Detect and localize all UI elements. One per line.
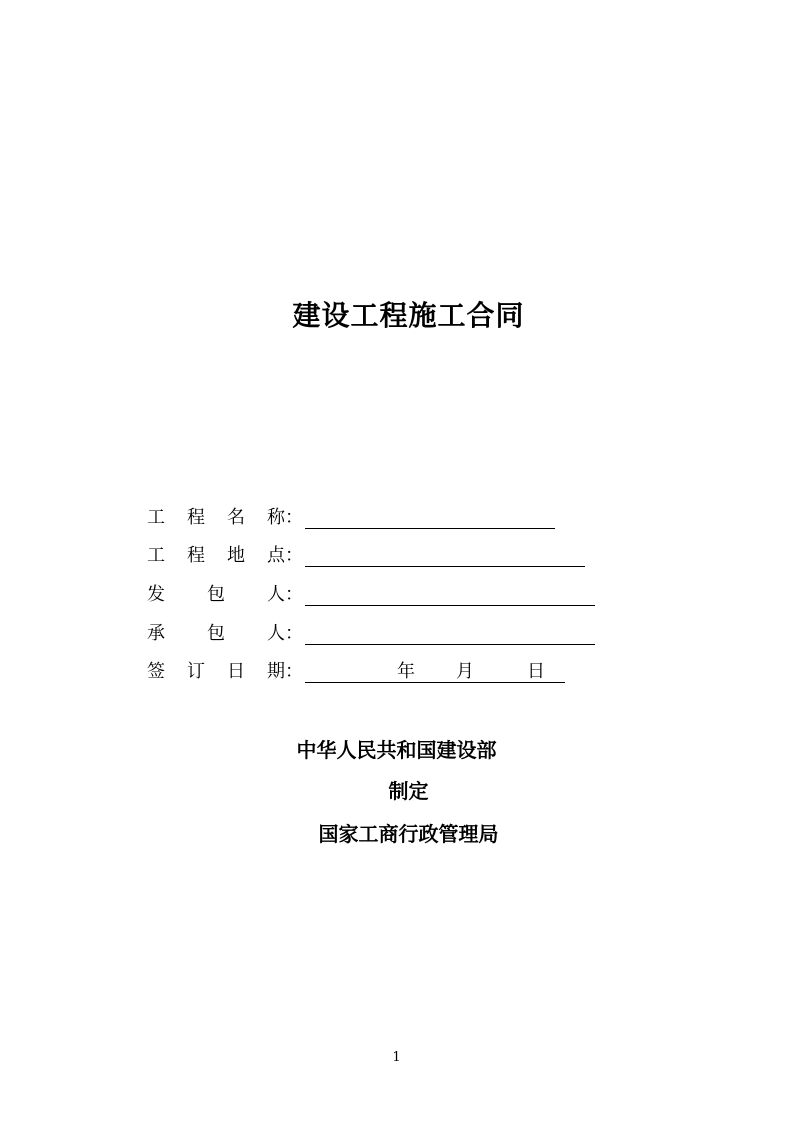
label-char: 包 (207, 584, 225, 605)
label-char: 人 (267, 623, 285, 644)
label-char: 包 (207, 623, 225, 644)
issuer-saic: 国家工商行政管理局 (318, 822, 499, 846)
label-char: 程 (187, 545, 205, 566)
label-char: 发 (147, 584, 165, 605)
document-title: 建设工程施工合同 (292, 299, 525, 332)
label-colon: ： (285, 507, 303, 528)
sign-date-blank[interactable] (305, 682, 565, 683)
issuer-ministry: 中华人民共和国建设部 (296, 738, 497, 762)
field-employer (147, 583, 607, 607)
field-contractor (147, 622, 607, 646)
employer-blank[interactable] (305, 605, 595, 606)
label-colon: ： (285, 545, 303, 566)
label-char: 日 (227, 661, 245, 682)
label-char: 人 (267, 584, 285, 605)
project-name-blank[interactable] (305, 528, 555, 529)
field-project-location (147, 544, 597, 568)
label-char: 工 (147, 507, 165, 528)
label-char: 承 (147, 623, 165, 644)
label-char: 地 (227, 545, 245, 566)
page-number: 1 (392, 1050, 401, 1065)
label-char: 工 (147, 545, 165, 566)
label-char: 期 (267, 661, 285, 682)
label-colon: ： (285, 584, 303, 605)
contractor-blank[interactable] (305, 644, 595, 645)
label-char: 签 (147, 661, 165, 682)
date-day-label: 日 (527, 661, 545, 682)
issuer-formulated: 制定 (388, 779, 429, 803)
date-month-label: 月 (456, 661, 474, 682)
label-colon: ： (285, 661, 303, 682)
label-char: 点 (267, 545, 285, 566)
date-year-label: 年 (397, 661, 415, 682)
project-location-blank[interactable] (305, 566, 585, 567)
label-char: 程 (187, 507, 205, 528)
label-char: 订 (187, 661, 205, 682)
label-char: 名 (227, 507, 245, 528)
field-sign-date (147, 660, 577, 684)
label-char: 称 (267, 507, 285, 528)
field-project-name (147, 506, 567, 530)
label-colon: ： (285, 623, 303, 644)
